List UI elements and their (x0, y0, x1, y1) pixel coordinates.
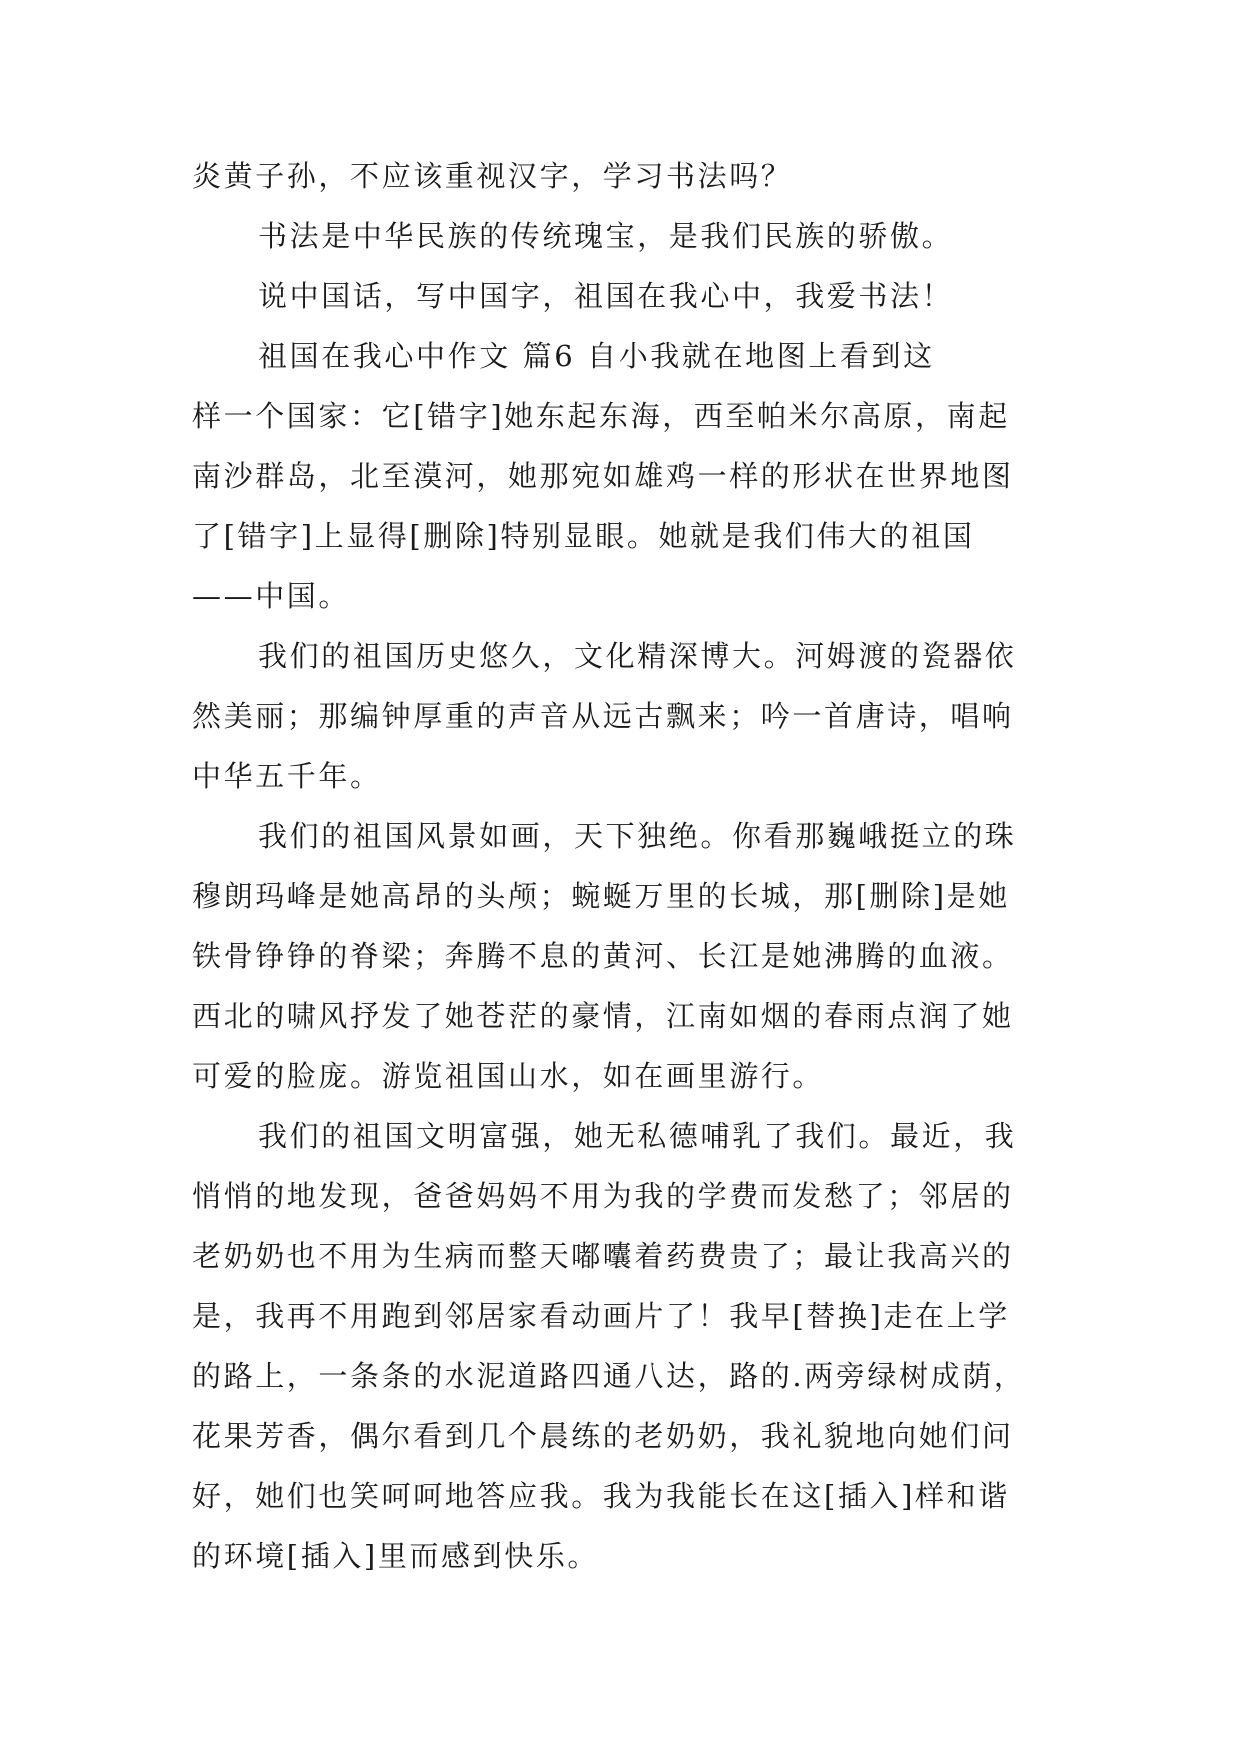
text-line: 悄悄的地发现，爸爸妈妈不用为我的学费而发愁了；邻居的 (192, 1179, 1014, 1213)
text-line: 可爱的脸庞。游览祖国山水，如在画里游行。 (192, 1059, 825, 1093)
text-line: 铁骨铮铮的脊梁；奔腾不息的黄河、长江是她沸腾的血液。 (192, 939, 1014, 973)
text-line: 西北的啸风抒发了她苍茫的豪情，江南如烟的春雨点润了她 (192, 999, 1014, 1033)
text-line: 然美丽；那编钟厚重的声音从远古飘来；吟一首唐诗，唱响 (192, 699, 1014, 733)
text-line: 好，她们也笑呵呵地答应我。我为我能长在这[插入]样和谐 (192, 1479, 1010, 1513)
text-line: 的路上，一条条的水泥道路四通八达，路的.两旁绿树成荫， (192, 1359, 1026, 1393)
text-line: 我们的祖国文明富强，她无私德哺乳了我们。最近，我 (258, 1119, 1017, 1153)
text-line: 书法是中华民族的传统瑰宝，是我们民族的骄傲。 (258, 219, 954, 253)
text-line: 炎黄子孙，不应该重视汉字，学习书法吗？ (192, 159, 793, 193)
text-line: 我们的祖国历史悠久，文化精深博大。河姆渡的瓷器依 (258, 639, 1017, 673)
text-line: 穆朗玛峰是她高昂的头颅；蜿蜒万里的长城，那[删除]是她 (192, 879, 1010, 913)
text-line: 南沙群岛，北至漠河，她那宛如雄鸡一样的形状在世界地图 (192, 459, 1014, 493)
text-line: 花果芳香，偶尔看到几个晨练的老奶奶，我礼貌地向她们问 (192, 1419, 1014, 1453)
text-line: 中华五千年。 (192, 759, 382, 793)
text-line: 我们的祖国风景如画，天下独绝。你看那巍峨挺立的珠 (258, 819, 1017, 853)
text-line: 说中国话，写中国字，祖国在我心中，我爱书法！ (258, 279, 954, 313)
text-line: 样一个国家：它[错字]她东起东海，西至帕米尔高原，南起 (192, 399, 1010, 433)
text-line: 是，我再不用跑到邻居家看动画片了！我早[替换]走在上学 (192, 1299, 1010, 1333)
text-line: 老奶奶也不用为生病而整天嘟囔着药费贵了；最让我高兴的 (192, 1239, 1014, 1273)
text-line: 了[错字]上显得[删除]特别显眼。她就是我们伟大的祖国 (192, 519, 975, 553)
text-line: 祖国在我心中作文 篇6 自小我就在地图上看到这 (258, 339, 935, 373)
essay-text (192, 146, 1072, 1586)
text-line: ——中国。 (192, 579, 351, 613)
text-line: 的环境[插入]里而感到快乐。 (192, 1539, 600, 1573)
